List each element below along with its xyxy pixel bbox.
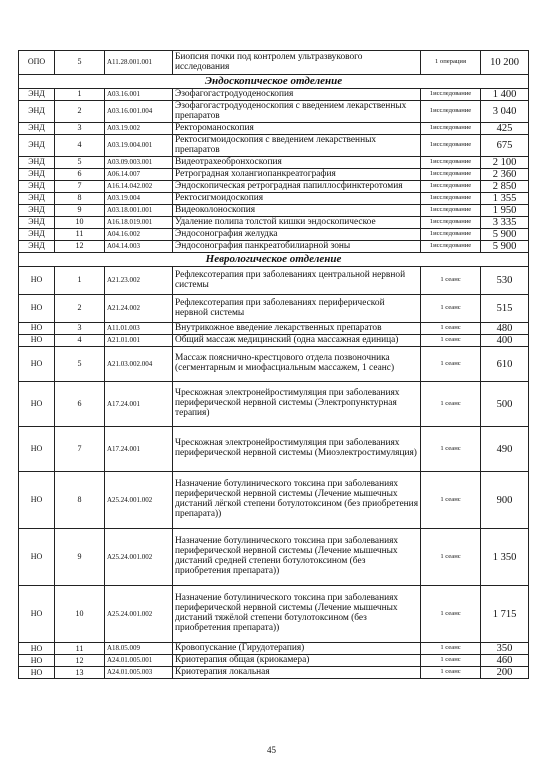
service-name-cell: Рефлексотерапия при заболеваниях центральной нервной системы <box>173 267 421 295</box>
price-cell: 200 <box>481 667 529 679</box>
service-name-cell: Видеотрахеобронхоскопия <box>173 157 421 169</box>
service-name-cell: Эзофагогастродуоденоскопия <box>173 89 421 101</box>
unit-cell: 1исследование <box>421 89 481 101</box>
unit-cell: 1 сеанс <box>421 427 481 472</box>
table-row <box>19 347 529 382</box>
price-cell: 675 <box>481 135 529 157</box>
page-number: 45 <box>267 745 276 755</box>
unit-cell: 1исследование <box>421 217 481 229</box>
unit-cell: 1 сеанс <box>421 472 481 529</box>
code-cell: A17.24.001 <box>105 382 173 427</box>
number-cell: 10 <box>55 586 105 643</box>
number-cell: 7 <box>55 181 105 193</box>
table-row <box>19 655 529 667</box>
dept-cell: ЭНД <box>19 193 55 205</box>
price-cell: 1 400 <box>481 89 529 101</box>
service-name-cell: Чрескожная электронейростимуляция при заболеваниях периферической нервной системы (Миоэлектростимуляция) <box>173 427 421 472</box>
number-cell: 3 <box>55 323 105 335</box>
code-cell: A03.16.001 <box>105 89 173 101</box>
unit-cell: 1исследование <box>421 181 481 193</box>
price-cell: 10 200 <box>481 51 529 75</box>
unit-cell: 1исследование <box>421 205 481 217</box>
number-cell: 1 <box>55 89 105 101</box>
unit-cell: 1исследование <box>421 241 481 253</box>
dept-cell: НО <box>19 335 55 347</box>
dept-cell: ЭНД <box>19 205 55 217</box>
table-row <box>19 427 529 472</box>
service-name-cell: Назначение ботулинического токсина при заболеваниях периферической нервной системы (Лечение мышечных дистаний тяжёлой степени ботулотоксином (без приобретения препарата)) <box>173 586 421 643</box>
unit-cell: 1 сеанс <box>421 655 481 667</box>
dept-cell: ЭНД <box>19 89 55 101</box>
table-row <box>19 267 529 295</box>
service-name-cell: Кровопускание (Гирудотерапия) <box>173 643 421 655</box>
code-cell: A24.01.005.001 <box>105 655 173 667</box>
service-name-cell: Внутрикожное введение лекарственных препаратов <box>173 323 421 335</box>
code-cell: A25.24.001.002 <box>105 586 173 643</box>
service-name-cell: Эндосонография желудка <box>173 229 421 241</box>
dept-cell: НО <box>19 267 55 295</box>
dept-cell: НО <box>19 347 55 382</box>
dept-cell: НО <box>19 472 55 529</box>
price-cell: 2 360 <box>481 169 529 181</box>
dept-cell: ЭНД <box>19 101 55 123</box>
dept-cell: НО <box>19 655 55 667</box>
price-cell: 530 <box>481 267 529 295</box>
code-cell: A03.19.004 <box>105 193 173 205</box>
code-cell: A21.23.002 <box>105 267 173 295</box>
table-row <box>19 135 529 157</box>
service-name-cell: Ректосигмоидоскопия <box>173 193 421 205</box>
unit-cell: 1 сеанс <box>421 529 481 586</box>
table-row <box>19 335 529 347</box>
price-cell: 610 <box>481 347 529 382</box>
code-cell: A16.18.019.001 <box>105 217 173 229</box>
price-cell: 515 <box>481 295 529 323</box>
number-cell: 8 <box>55 193 105 205</box>
unit-cell: 1 операция <box>421 51 481 75</box>
code-cell: A03.16.001.004 <box>105 101 173 123</box>
dept-cell: ЭНД <box>19 135 55 157</box>
price-table <box>18 50 529 679</box>
dept-cell: ЭНД <box>19 217 55 229</box>
dept-cell: НО <box>19 295 55 323</box>
dept-cell: НО <box>19 427 55 472</box>
number-cell: 5 <box>55 347 105 382</box>
code-cell: A24.01.005.003 <box>105 667 173 679</box>
unit-cell: 1 сеанс <box>421 667 481 679</box>
unit-cell: 1 сеанс <box>421 335 481 347</box>
number-cell: 1 <box>55 267 105 295</box>
service-name-cell: Ретроградная холангиопанкреатография <box>173 169 421 181</box>
table-row <box>19 89 529 101</box>
unit-cell: 1исследование <box>421 101 481 123</box>
service-name-cell: Массаж пояснично-крестцового отдела позвоночника (сегментарным и миофасциальным массажем, 1 сеанс) <box>173 347 421 382</box>
unit-cell: 1исследование <box>421 229 481 241</box>
dept-cell: ЭНД <box>19 241 55 253</box>
dept-cell: ЭНД <box>19 181 55 193</box>
table-row <box>19 193 529 205</box>
price-cell: 3 040 <box>481 101 529 123</box>
unit-cell: 1 сеанс <box>421 295 481 323</box>
number-cell: 6 <box>55 382 105 427</box>
unit-cell: 1исследование <box>421 157 481 169</box>
price-cell: 480 <box>481 323 529 335</box>
unit-cell: 1исследование <box>421 135 481 157</box>
table-row <box>19 169 529 181</box>
code-cell: A18.05.009 <box>105 643 173 655</box>
price-cell: 350 <box>481 643 529 655</box>
price-cell: 1 715 <box>481 586 529 643</box>
number-cell: 12 <box>55 655 105 667</box>
service-name-cell: Криотерапия локальная <box>173 667 421 679</box>
code-cell: A03.18.001.001 <box>105 205 173 217</box>
price-cell: 3 335 <box>481 217 529 229</box>
code-cell: A04.14.003 <box>105 241 173 253</box>
code-cell: A25.24.001.002 <box>105 529 173 586</box>
dept-cell: НО <box>19 382 55 427</box>
dept-cell: ЭНД <box>19 169 55 181</box>
price-cell: 400 <box>481 335 529 347</box>
dept-cell: ЭНД <box>19 123 55 135</box>
table-row <box>19 382 529 427</box>
code-cell: A04.16.002 <box>105 229 173 241</box>
code-cell: A21.24.002 <box>105 295 173 323</box>
price-cell: 425 <box>481 123 529 135</box>
code-cell: A16.14.042.002 <box>105 181 173 193</box>
dept-cell: НО <box>19 667 55 679</box>
table-row <box>19 643 529 655</box>
code-cell: A17.24.001 <box>105 427 173 472</box>
code-cell: A03.19.002 <box>105 123 173 135</box>
number-cell: 8 <box>55 472 105 529</box>
price-cell: 1 355 <box>481 193 529 205</box>
number-cell: 11 <box>55 643 105 655</box>
service-name-cell: Эндосонография панкреатобилиарной зоны <box>173 241 421 253</box>
dept-cell: ЭНД <box>19 229 55 241</box>
number-cell: 2 <box>55 295 105 323</box>
dept-cell: НО <box>19 323 55 335</box>
unit-cell: 1 сеанс <box>421 267 481 295</box>
price-cell: 1 950 <box>481 205 529 217</box>
service-name-cell: Чрескожная электронейростимуляция при заболеваниях периферической нервной системы (Электропунктурная терапия) <box>173 382 421 427</box>
unit-cell: 1 сеанс <box>421 382 481 427</box>
table-row <box>19 667 529 679</box>
price-cell: 490 <box>481 427 529 472</box>
service-name-cell: Ректосигмоидоскопия с введением лекарственных препаратов <box>173 135 421 157</box>
price-cell: 5 900 <box>481 229 529 241</box>
code-cell: A21.03.002.004 <box>105 347 173 382</box>
table-row <box>19 123 529 135</box>
dept-cell: ОПО <box>19 51 55 75</box>
number-cell: 12 <box>55 241 105 253</box>
table-row <box>19 157 529 169</box>
service-name-cell: Криотерапия общая (криокамера) <box>173 655 421 667</box>
service-name-cell: Ректороманоскопия <box>173 123 421 135</box>
section-title: Эндоскопическое отделение <box>19 75 529 89</box>
table-row <box>19 586 529 643</box>
table-row <box>19 101 529 123</box>
service-name-cell: Удаление полипа толстой кишки эндоскопическое <box>173 217 421 229</box>
number-cell: 6 <box>55 169 105 181</box>
service-name-cell: Назначение ботулинического токсина при заболеваниях периферической нервной системы (Лечение мышечных дистаний средней степени ботулотоксином (без приобретения препарата)) <box>173 529 421 586</box>
table-row <box>19 295 529 323</box>
table-row <box>19 51 529 75</box>
price-cell: 500 <box>481 382 529 427</box>
section-header <box>19 75 529 89</box>
service-name-cell: Общий массаж медицинский (одна массажная единица) <box>173 335 421 347</box>
service-name-cell: Биопсия почки под контролем ультразвукового исследования <box>173 51 421 75</box>
dept-cell: НО <box>19 529 55 586</box>
number-cell: 13 <box>55 667 105 679</box>
number-cell: 4 <box>55 135 105 157</box>
number-cell: 4 <box>55 335 105 347</box>
price-cell: 1 350 <box>481 529 529 586</box>
number-cell: 10 <box>55 217 105 229</box>
unit-cell: 1исследование <box>421 123 481 135</box>
service-name-cell: Эзофагогастродуоденоскопия с введением лекарственных препаратов <box>173 101 421 123</box>
table-row <box>19 323 529 335</box>
number-cell: 5 <box>55 157 105 169</box>
price-cell: 2 850 <box>481 181 529 193</box>
code-cell: A03.09.003.001 <box>105 157 173 169</box>
number-cell: 9 <box>55 205 105 217</box>
number-cell: 7 <box>55 427 105 472</box>
table-row <box>19 229 529 241</box>
dept-cell: НО <box>19 643 55 655</box>
table-row <box>19 217 529 229</box>
service-name-cell: Видеоколоноскопия <box>173 205 421 217</box>
number-cell: 11 <box>55 229 105 241</box>
code-cell: A11.28.001.001 <box>105 51 173 75</box>
unit-cell: 1исследование <box>421 169 481 181</box>
section-title: Неврологическое отделение <box>19 253 529 267</box>
unit-cell: 1исследование <box>421 193 481 205</box>
table-row <box>19 205 529 217</box>
number-cell: 5 <box>55 51 105 75</box>
number-cell: 9 <box>55 529 105 586</box>
dept-cell: НО <box>19 586 55 643</box>
table-row <box>19 529 529 586</box>
code-cell: A06.14.007 <box>105 169 173 181</box>
table-row <box>19 181 529 193</box>
number-cell: 2 <box>55 101 105 123</box>
unit-cell: 1 сеанс <box>421 586 481 643</box>
price-cell: 460 <box>481 655 529 667</box>
number-cell: 3 <box>55 123 105 135</box>
unit-cell: 1 сеанс <box>421 643 481 655</box>
table-row <box>19 241 529 253</box>
code-cell: A21.01.001 <box>105 335 173 347</box>
table-row <box>19 472 529 529</box>
service-name-cell: Эндоскопическая ретроградная папиллосфинктеротомия <box>173 181 421 193</box>
dept-cell: ЭНД <box>19 157 55 169</box>
unit-cell: 1 сеанс <box>421 323 481 335</box>
price-cell: 900 <box>481 472 529 529</box>
service-name-cell: Назначение ботулинического токсина при заболеваниях периферической нервной системы (Лечение мышечных дистаний лёгкой степени ботулотоксином (без приобретения препарата)) <box>173 472 421 529</box>
code-cell: A03.19.004.001 <box>105 135 173 157</box>
price-cell: 2 100 <box>481 157 529 169</box>
unit-cell: 1 сеанс <box>421 347 481 382</box>
price-table-body <box>19 51 529 679</box>
code-cell: A25.24.001.002 <box>105 472 173 529</box>
service-name-cell: Рефлексотерапия при заболеваниях периферической нервной системы <box>173 295 421 323</box>
section-header <box>19 253 529 267</box>
code-cell: A11.01.003 <box>105 323 173 335</box>
price-cell: 5 900 <box>481 241 529 253</box>
